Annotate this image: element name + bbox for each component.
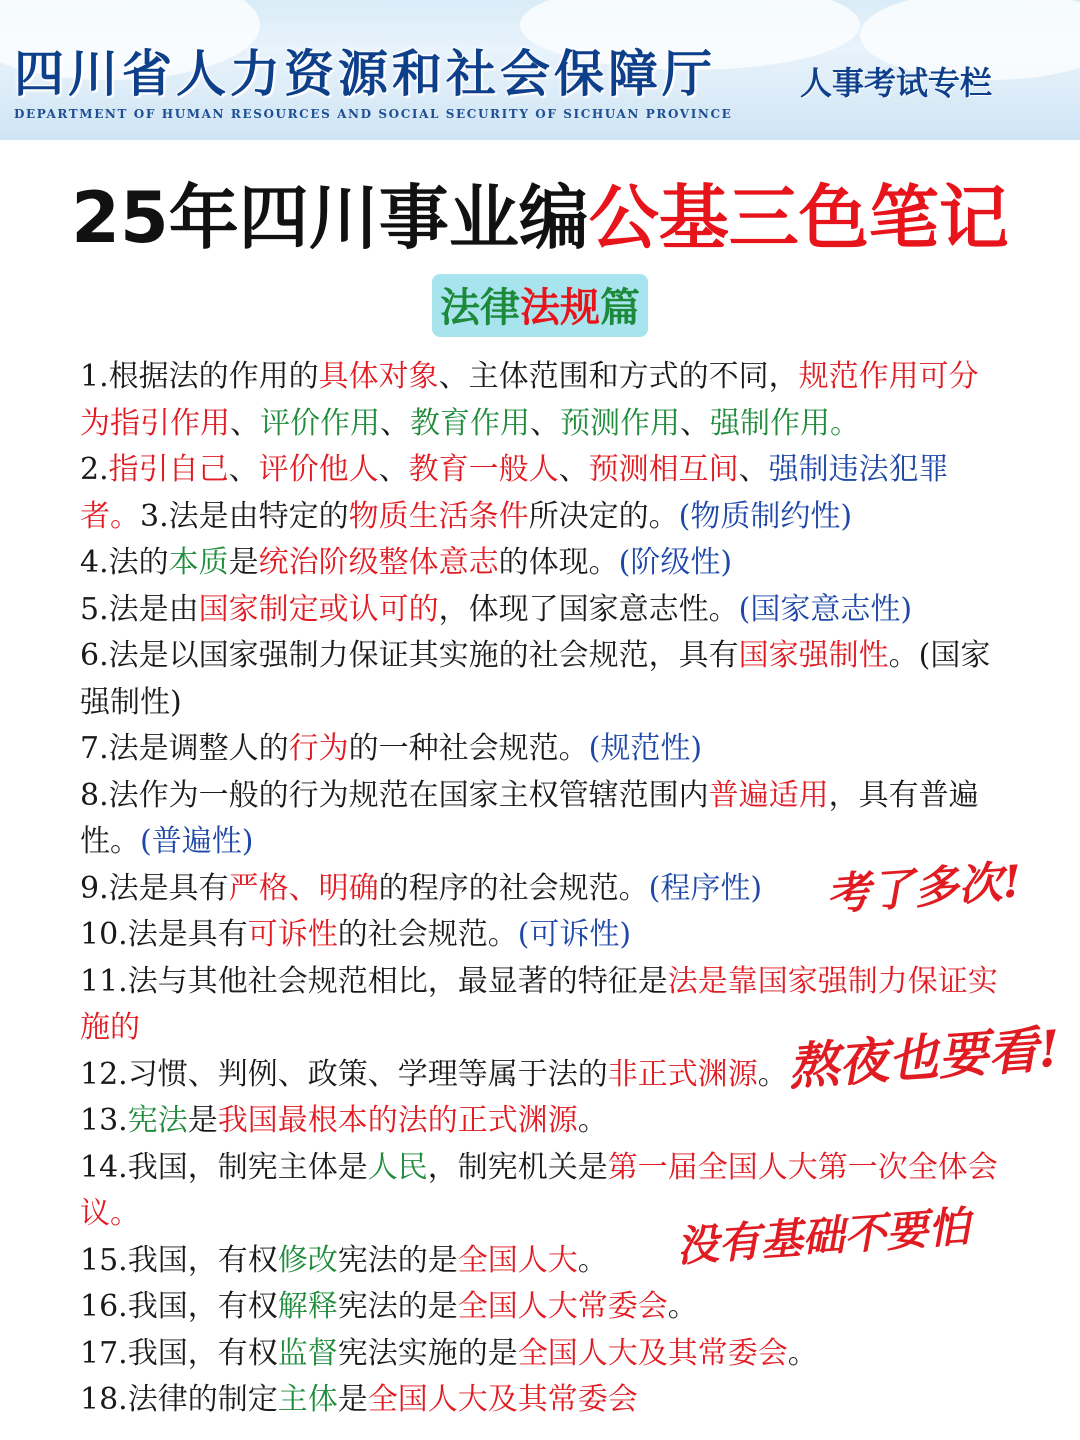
note-segment-green: 教育作用 [410, 405, 530, 441]
note-segment-red: 者。 [80, 498, 140, 534]
note-segment-red: 国家制定或认可的 [198, 591, 439, 627]
note-segment-green: 解释 [277, 1289, 338, 1324]
note-segment-black: 是 [228, 545, 259, 580]
note-segment-black: 5.法是由 [80, 591, 199, 627]
subtitle-part1: 法律 [440, 285, 520, 331]
note-segment-black: 1.根据法的作用的 [80, 359, 319, 394]
note-segment-red: 为指引作用 [80, 405, 230, 441]
note-segment-blue: (规范性) [588, 731, 703, 766]
note-line [80, 726, 1040, 773]
note-segment-red: 非正式渊源 [607, 1056, 758, 1092]
note-line [80, 401, 1040, 448]
note-segment-red: 全国人大 [457, 1242, 578, 1278]
note-line [80, 1098, 1040, 1145]
note-segment-blue: 强制违法犯罪 [768, 452, 949, 487]
note-line [80, 1284, 1040, 1331]
note-segment-black: 12.习惯、判例、政策、学理等属于法的 [80, 1056, 608, 1092]
note-line [80, 959, 1040, 1006]
section-subtitle-wrap [0, 274, 1080, 337]
note-segment-red: 全国人大常委会 [457, 1289, 668, 1324]
note-line [80, 680, 1040, 727]
header-banner [0, 0, 1080, 140]
note-segment-black: 。 [577, 1103, 608, 1138]
note-line [80, 1145, 1040, 1192]
note-segment-red: 指引自己 [108, 452, 229, 487]
note-segment-red: 普遍适用 [708, 777, 829, 813]
note-segment-black: 、主体范围和方式的不同， [438, 359, 799, 394]
note-segment-red: 教育一般人 [408, 452, 559, 487]
subtitle-part2: 法规 [520, 285, 600, 331]
note-segment-black: 的一种社会规范。 [348, 731, 589, 766]
note-line [80, 633, 1040, 680]
note-segment-black: ，制宪机关是 [427, 1149, 608, 1185]
note-line [80, 540, 1040, 587]
note-line [80, 587, 1040, 634]
note-segment-black: 所决定的。 [528, 498, 679, 534]
banner-subtitle: DEPARTMENT OF HUMAN RESOURCES AND SOCIAL SECURITY OF SICHUAN PROVINCE [14, 107, 733, 121]
note-segment-black: 9.法是具有 [80, 870, 229, 906]
note-segment-red: 第一届全国人大第一次全体会 [607, 1149, 998, 1185]
note-segment-red: 物质生活条件 [348, 498, 529, 534]
note-line [80, 1377, 1040, 1424]
note-segment-black: 。 [757, 1056, 788, 1092]
note-segment-black: 。(国家 [888, 638, 991, 673]
note-segment-black: 。 [577, 1242, 608, 1278]
note-segment-black: 宪法的是 [337, 1242, 458, 1278]
note-segment-black: 是 [187, 1103, 218, 1138]
note-segment-black: 13. [80, 1103, 128, 1138]
note-segment-black: 、 [738, 452, 769, 487]
note-segment-blue: (可诉性) [517, 917, 632, 952]
note-segment-black: 的体现。 [498, 545, 619, 580]
note-segment-blue: (程序性) [648, 870, 763, 906]
note-segment-black: 。 [667, 1289, 698, 1324]
note-segment-black: 17.我国，有权 [80, 1335, 278, 1371]
note-segment-black: 10.法是具有 [80, 917, 248, 952]
note-segment-black: 性。 [80, 824, 140, 859]
note-segment-red: 可诉性 [247, 917, 338, 952]
note-segment-black: ，体现了国家意志性。 [438, 591, 739, 627]
note-segment-green: 评价作用 [260, 405, 380, 441]
note-segment-red: 具体对象 [318, 359, 439, 394]
note-segment-black: 8.法作为一般的行为规范在国家主权管辖范围内 [80, 777, 709, 813]
note-segment-red: 全国人大及其常委会 [367, 1382, 638, 1417]
note-segment-green: 修改 [277, 1242, 338, 1278]
note-segment-red: 法是靠国家强制力保证实 [667, 963, 998, 999]
note-segment-black: 、 [530, 405, 560, 441]
note-segment-green: 本质 [168, 545, 229, 580]
note-segment-red: 国家强制性 [738, 638, 889, 673]
note-segment-black: 、 [558, 452, 589, 487]
note-segment-red: 评价他人 [258, 452, 379, 487]
note-segment-black: 3.法是由特定的 [140, 498, 349, 534]
note-segment-blue: (普遍性) [140, 824, 254, 859]
note-segment-black: 是 [337, 1382, 368, 1417]
subtitle-part3: 篇 [600, 285, 640, 331]
handwritten-note-no-fear: 没有基础不要怕 [674, 1201, 972, 1272]
note-segment-black: 7.法是调整人的 [80, 731, 289, 766]
note-line [80, 773, 1040, 820]
note-segment-black: 宪法实施的是 [337, 1335, 518, 1371]
note-segment-black: 14.我国，制宪主体是 [80, 1149, 368, 1185]
note-segment-red: 预测相互间 [588, 452, 739, 487]
note-segment-black: 的程序的社会规范。 [378, 870, 649, 906]
note-segment-green: 宪法 [127, 1103, 188, 1138]
handwritten-note-stay-up: 熬夜也要看! [786, 1018, 1062, 1097]
note-line [80, 912, 1040, 959]
page-title-part2: 公基三色笔记 [588, 177, 1009, 259]
note-segment-green: 主体 [277, 1382, 338, 1417]
note-segment-black: 11.法与其他社会规范相比，最显著的特征是 [80, 963, 668, 999]
note-segment-black: 2. [80, 452, 109, 487]
note-segment-black: 、 [380, 405, 410, 441]
note-segment-black: 的社会规范。 [337, 917, 518, 952]
note-line [80, 354, 1040, 401]
note-segment-red: 行为 [288, 731, 349, 766]
note-segment-black: ，具有普遍 [828, 777, 979, 813]
banner-column-label: 人事考试专栏 [800, 64, 993, 102]
note-segment-blue: (物质制约性) [678, 498, 853, 534]
note-line [80, 1331, 1040, 1378]
note-line [80, 494, 1040, 541]
note-segment-red: 施的 [80, 1010, 140, 1045]
page-title-part1: 25年四川事业编 [71, 177, 589, 259]
note-segment-green: 人民 [367, 1149, 428, 1185]
note-segment-green: 预测作用 [560, 405, 680, 441]
note-segment-black: 6.法是以国家强制力保证其实施的社会规范，具有 [80, 638, 739, 673]
handwritten-note-exam-frequency: 考了多次! [824, 856, 1024, 921]
note-segment-red: 规范作用可分 [798, 359, 979, 394]
note-segment-blue: (国家意志性) [738, 591, 913, 627]
note-segment-black: 。 [787, 1335, 818, 1371]
note-segment-red: 严格、明确 [228, 870, 379, 906]
note-segment-green: 监督 [277, 1335, 338, 1371]
note-segment-black: 16.我国，有权 [80, 1289, 278, 1324]
note-segment-black: 、 [228, 452, 259, 487]
note-segment-red: 议。 [80, 1196, 140, 1231]
banner-title: 四川省人力资源和社会保障厅 [14, 45, 716, 103]
note-segment-red: 全国人大及其常委会 [517, 1335, 788, 1371]
note-segment-green: 强制作用。 [710, 405, 860, 441]
note-segment-black: 宪法的是 [337, 1289, 458, 1324]
note-segment-blue: (阶级性) [618, 545, 733, 580]
note-segment-black: 强制性) [80, 684, 182, 720]
note-segment-black: 15.我国，有权 [80, 1242, 278, 1278]
note-segment-black: 、 [680, 405, 710, 441]
note-line [80, 447, 1040, 494]
section-subtitle [432, 274, 648, 337]
note-segment-red: 我国最根本的法的正式渊源 [217, 1103, 578, 1138]
note-segment-black: 、 [230, 405, 260, 441]
note-segment-black: 、 [378, 452, 409, 487]
note-segment-black: 4.法的 [80, 545, 169, 580]
note-segment-black: 18.法律的制定 [80, 1382, 278, 1417]
note-segment-red: 统治阶级整体意志 [258, 545, 499, 580]
page-title [0, 162, 1080, 263]
